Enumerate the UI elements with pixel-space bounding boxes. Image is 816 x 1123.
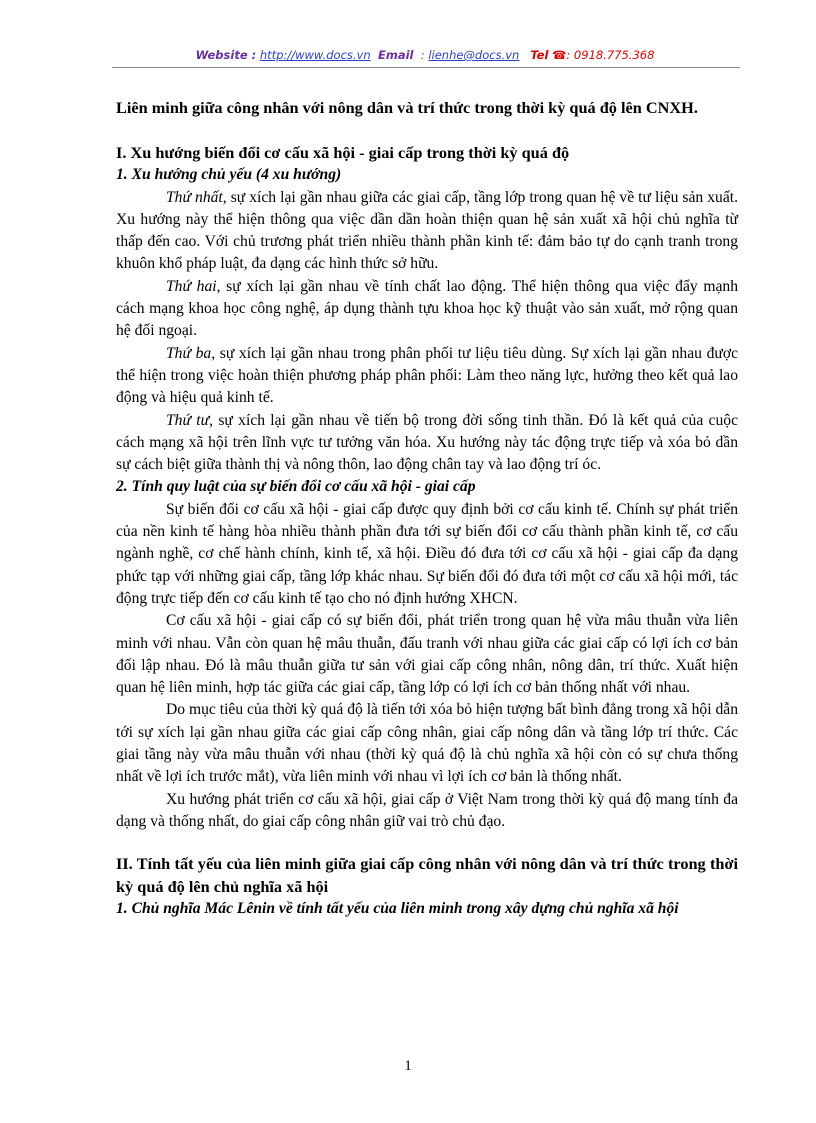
paragraph: Sự biến đổi cơ cấu xã hội - giai cấp được quy định bởi cơ cấu kinh tế. Chính sự phát triển của nền kinh tế hàng hòa nhiều thành phần đưa tới sự biến đổi cơ cấu thành phần kinh tế, cơ cấu ngành nghề, cơ chế hành chính, kinh tế, xã hội. Điều đó đưa tới cơ cấu xã hội - giai cấp đa dạng phức tạp với những giai cấp, tầng lớp khác nhau. Sự biến đổi đó đưa tới một cơ cấu xã hội mới, tác động trực tiếp đến cơ cấu kinh tế tạo cho nó định hướng XHCN. [116,500,738,607]
document-title: Liên minh giữa công nhân với nông dân và trí thức trong thời kỳ quá độ lên CNXH. [116,98,698,117]
tel-label: Tel [530,48,549,62]
paragraph: Do mục tiêu của thời kỳ quá độ là tiến tới xóa bỏ hiện tượng bất bình đẳng trong xã hội dẫn tới sự xích lại gần nhau giữa các giai cấp công nhân, giai cấp nông dân và tầng lớp trí thức. Các giai tầng này vừa mâu thuẫn với nhau (thời kỳ quá độ là chủ nghĩa xã hội còn có sự chưa thống nhất về lợi ích trước mắt), vừa liên minh với nhau vì lợi ích cơ bản là thống nhất. [116,701,738,786]
paragraph [116,187,738,276]
paragraph-text: , sự xích lại gần nhau về tiến bộ trong đời sống tinh thần. Đó là kết quả của cuộc cách mạng xã hội trên lĩnh vực tư tưởng văn hóa. Xu hướng này tác động trực tiếp và xóa bỏ dần sự cách biệt giữa thành thị và nông thôn, lao động chân tay và lao động trí óc. [116,411,738,474]
paragraph-lead: Thứ hai [166,277,217,295]
paragraph-lead: Thứ nhất [166,188,223,206]
email-link[interactable]: lienhe@docs.vn [428,48,520,62]
paragraph [116,276,738,343]
paragraph: Xu hướng phát triển cơ cấu xã hội, giai cấp ở Việt Nam trong thời kỳ quá độ mang tính đa dạng và thống nhất, do giai cấp công nhân giữ vai trò chủ đạo. [116,790,738,830]
section-1-1-heading: 1. Xu hướng chủ yếu (4 xu hướng) [116,166,342,184]
phone-icon: ☎ [552,48,567,62]
section-1-2-heading: 2. Tính quy luật của sự biến đổi cơ cấu xã hội - giai cấp [116,478,476,496]
paragraph-text: , sự xích lại gần nhau về tính chất lao động. Thể hiện thông qua việc đẩy mạnh cách mạng khoa học công nghệ, áp dụng thành tựu khoa học kỹ thuật vào sản xuất, mở rộng quan hệ đối ngoại. [116,277,738,340]
paragraph-text: , sự xích lại gần nhau giữa các giai cấp, tầng lớp trong quan hệ về tư liệu sản xuất. Xu hướng này thể hiện thông qua việc dần dần hoàn thiện quan hệ sản xuất xã hội chủ nghĩa từ thấp đến cao. Với chủ trương phát triển nhiều thành phần kinh tế: đảm bảo tự do cạnh tranh trong khuôn khổ pháp luật, đa dạng các hình thức sở hữu. [116,188,738,273]
paragraph-lead: Thứ ba [166,344,212,362]
header-divider [112,67,740,68]
paragraph [116,343,738,410]
tel-number: : 0918.775.368 [566,48,655,62]
paragraph-lead: Thứ tư [166,411,210,429]
page-number: 1 [404,1058,412,1074]
section-1-heading: I. Xu hướng biến đổi cơ cấu xã hội - giai cấp trong thời kỳ quá độ [116,143,570,162]
website-label: Website : [195,48,257,62]
section-2-1-heading: 1. Chủ nghĩa Mác Lênin về tính tất yếu của liên minh trong xây dựng chủ nghĩa xã hội [116,899,679,917]
section-2-heading: II. Tính tất yếu của liên minh giữa giai cấp công nhân với nông dân và trí thức trong thời kỳ quá độ lên chủ nghĩa xã hội [116,854,738,896]
page-header [112,48,738,62]
spacer [116,120,738,142]
email-separator: : [420,48,425,62]
email-label: Email [377,48,414,62]
paragraph [116,410,738,477]
paragraph-text: , sự xích lại gần nhau trong phân phối tư liệu tiêu dùng. Sự xích lại gần nhau được thể hiện trong việc hoàn thiện phương pháp phân phối: Làm theo năng lực, hưởng theo kết quả lao động và hiệu quả kinh tế. [116,344,738,407]
paragraph: Cơ cấu xã hội - giai cấp có sự biến đổi, phát triển trong quan hệ vừa mâu thuẫn vừa liên minh với nhau. Vẫn còn quan hệ mâu thuẫn, đấu tranh với nhau giữa các giai cấp có lợi ích cơ bản đối lập nhau. Đó là mâu thuẫn giữa tư sản với giai cấp công nhân, nông dân, trí thức. Xuất hiện quan hệ liên minh, hợp tác giữa các giai cấp, tầng lớp có lợi ích cơ bản thống nhất với nhau. [116,612,738,697]
website-link[interactable]: http://www.docs.vn [259,48,371,62]
document-body [116,96,738,920]
spacer [116,833,738,853]
